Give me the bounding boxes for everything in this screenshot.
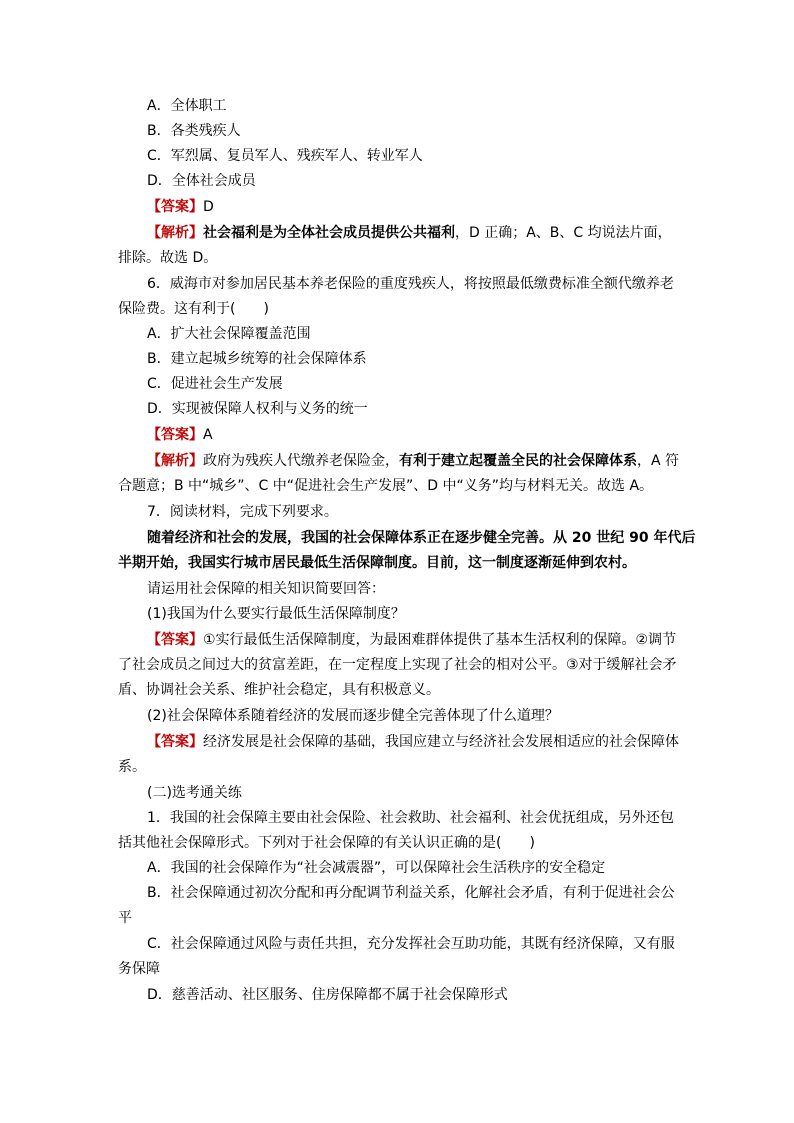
q6-analysis-line2: 合题意；B 中“城乡”、C 中“促进社会生产发展”、D 中“义务”均与材料无关。故选 A。 (118, 478, 654, 494)
analysis-text: ，A 符 (637, 453, 680, 469)
answer-value: D (203, 199, 214, 215)
q6-answer (147, 425, 213, 445)
q7-stem: 7．阅读材料，完成下列要求。 (147, 504, 338, 520)
q6-option-a: A．扩大社会保障覆盖范围 (147, 326, 311, 342)
q6-analysis-line1 (147, 451, 679, 471)
q7-answer1-line3: 盾、协调社会关系、维护社会稳定，具有积极意义。 (118, 682, 440, 698)
q6-option-b: B．建立起城乡统筹的社会保障体系 (147, 351, 367, 367)
answer-value: A (203, 427, 213, 443)
q7-answer1-line2: 了社会成员之间过大的贫富差距，在一定程度上实现了社会的相对公平。③对于缓解社会矛 (118, 657, 677, 673)
answer-tag: 【答案】 (147, 199, 203, 215)
q5-option-d: D．全体社会成员 (147, 173, 256, 189)
q7-prompt: 请运用社会保障的相关知识简要回答： (147, 581, 385, 597)
s2-q1-option-b-line2: 平 (118, 910, 132, 926)
q7-material-line1: 随着经济和社会的发展，我国的社会保障体系正在逐步健全完善。从 20 世纪 90 年代后 (147, 530, 696, 546)
q5-option-a: A．全体职工 (147, 98, 227, 114)
q7-answer1-line1 (147, 630, 676, 650)
q7-subquestion-1: (1)我国为什么要实行最低生活保障制度？ (147, 606, 405, 622)
s2-q1-option-d: D．慈善活动、社区服务、住房保障都不属于社会保障形式 (147, 987, 508, 1003)
q6-stem-line2: 保险费。这有利于( ) (118, 301, 269, 317)
q6-option-c: C．促进社会生产发展 (147, 376, 283, 392)
q7-material-line2: 半期开始，我国实行城市居民最低生活保障制度。目前，这一制度逐渐延伸到农村。 (118, 555, 636, 571)
answer-tag: 【答案】 (147, 734, 203, 750)
answer-tag: 【答案】 (147, 632, 203, 648)
s2-q1-stem-line1: 1．我国的社会保障主要由社会保险、社会救助、社会福利、社会优抚组成，另外还包 (147, 810, 674, 826)
q5-answer (147, 197, 214, 217)
analysis-tag: 【解析】 (147, 453, 203, 469)
q7-subquestion-2: (2)社会保障体系随着经济的发展而逐步健全完善体现了什么道理？ (147, 708, 559, 724)
q5-analysis-line2: 排除。故选 D。 (118, 250, 218, 266)
analysis-tag: 【解析】 (147, 225, 203, 241)
section-heading: (二)选考通关练 (147, 785, 242, 801)
s2-q1-stem-line2: 括其他社会保障形式。下列对于社会保障的有关认识正确的是( ) (118, 835, 535, 851)
answer-text: ①实行最低生活保障制度，为最困难群体提供了基本生活权利的保障。②调节 (203, 632, 677, 648)
analysis-text: ，D 正确；A、B、C 均说法片面， (455, 225, 672, 241)
s2-q1-option-a: A．我国的社会保障作为“社会减震器”，可以保障社会生活秩序的安全稳定 (147, 860, 606, 876)
q6-stem-line1: 6．威海市对参加居民基本养老保险的重度残疾人，将按照最低缴费标准全额代缴养老 (147, 276, 674, 292)
q5-analysis-line1 (147, 223, 672, 243)
s2-q1-option-c-line2: 务保障 (118, 961, 160, 977)
q7-answer2-line2: 系。 (118, 759, 146, 775)
q5-option-c: C．军烈属、复员军人、残疾军人、转业军人 (147, 148, 423, 164)
analysis-bold-text: 社会福利是为全体社会成员提供公共福利 (203, 225, 455, 241)
q7-answer2-line1 (147, 732, 679, 752)
analysis-text: 政府为残疾人代缴养老保险金， (203, 453, 399, 469)
analysis-bold-text: 有利于建立起覆盖全民的社会保障体系 (399, 453, 637, 469)
answer-tag: 【答案】 (147, 427, 203, 443)
q5-option-b: B．各类残疾人 (147, 123, 241, 139)
q6-option-d: D．实现被保障人权利与义务的统一 (147, 401, 368, 417)
answer-text: 经济发展是社会保障的基础，我国应建立与经济社会发展相适应的社会保障体 (203, 734, 679, 750)
s2-q1-option-b-line1: B．社会保障通过初次分配和再分配调节利益关系，化解社会矛盾，有利于促进社会公 (147, 885, 675, 901)
s2-q1-option-c-line1: C．社会保障通过风险与责任共担，充分发挥社会互助功能，其既有经济保障，又有服 (147, 936, 675, 952)
